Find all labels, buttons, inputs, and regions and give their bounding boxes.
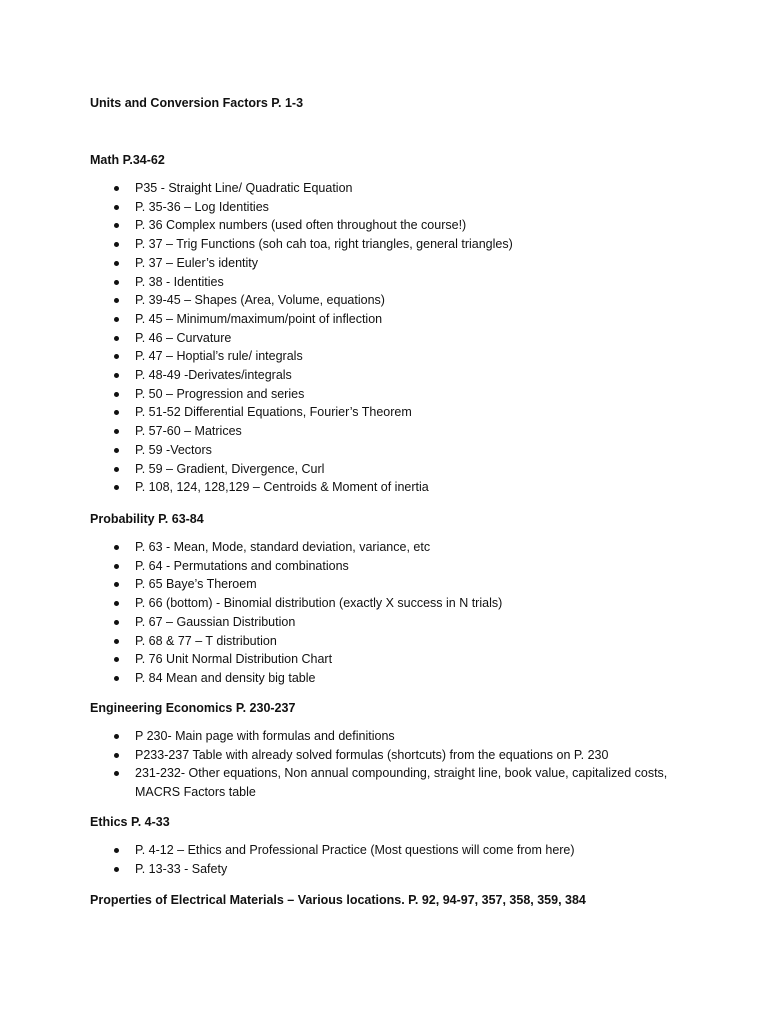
bullet-icon [114, 242, 119, 247]
bullet-icon [114, 582, 119, 587]
list-item [0, 460, 513, 479]
bullet-icon [114, 336, 119, 341]
bullet-icon [114, 601, 119, 606]
bullet-icon [114, 261, 119, 266]
list-item [0, 727, 695, 746]
bullet-icon [114, 848, 119, 853]
bullet-icon [114, 485, 119, 490]
list-item-text: P. 64 - Permutations and combinations [135, 558, 349, 573]
list-item [0, 841, 575, 860]
list-item-text: P. 66 (bottom) - Binomial distribution (exactly X success in N trials) [135, 596, 503, 611]
bullet-icon [114, 564, 119, 569]
list-item [0, 746, 695, 765]
list-item-text: P. 37 – Trig Functions (soh cah toa, right triangles, general triangles) [135, 237, 513, 252]
list-item [0, 538, 502, 557]
bullet-icon [114, 429, 119, 434]
list-item [0, 557, 502, 576]
list-item-text: P. 36 Complex numbers (used often throughout the course!) [135, 218, 467, 233]
list-item [0, 613, 502, 632]
list-item-text: P233-237 Table with already solved formulas (shortcuts) from the equations on P. 230 [135, 747, 609, 762]
list-item-text: P. 39-45 – Shapes (Area, Volume, equations) [135, 293, 385, 308]
bullet-icon [114, 753, 119, 758]
bullet-icon [114, 639, 119, 644]
list-item-text: P. 76 Unit Normal Distribution Chart [135, 652, 333, 667]
list-item-text: P. 108, 124, 128,129 – Centroids & Moment of inertia [135, 480, 429, 495]
bullet-icon [114, 448, 119, 453]
list-item [0, 860, 575, 879]
bullet-icon [114, 317, 119, 322]
list-item [0, 179, 513, 198]
list-item [0, 347, 513, 366]
list-item [0, 403, 513, 422]
bullet-icon [114, 373, 119, 378]
list-item [0, 764, 695, 801]
list-item [0, 478, 513, 497]
list-item [0, 669, 502, 688]
bullet-icon [114, 620, 119, 625]
bullet-icon [114, 186, 119, 191]
list-item [0, 329, 513, 348]
list-item-text: P. 4-12 – Ethics and Professional Practice (Most questions will come from here) [135, 843, 575, 857]
list-item-text: P. 50 – Progression and series [135, 386, 305, 401]
list-item [0, 632, 502, 651]
ethics-list [0, 841, 575, 878]
list-item-text: P. 45 – Minimum/maximum/point of inflection [135, 311, 383, 326]
list-item-text: P. 37 – Euler’s identity [135, 255, 258, 270]
probability-heading: Probability P. 63-84 [90, 512, 204, 526]
list-item-text: P. 84 Mean and density big table [135, 670, 316, 685]
bullet-icon [114, 545, 119, 550]
list-item [0, 441, 513, 460]
list-item [0, 291, 513, 310]
bullet-icon [114, 298, 119, 303]
math-list [0, 179, 513, 497]
units-heading: Units and Conversion Factors P. 1-3 [90, 96, 304, 110]
list-item [0, 198, 513, 217]
bullet-icon [114, 467, 119, 472]
list-item-text: P. 13-33 - Safety [135, 861, 228, 876]
list-item [0, 650, 502, 669]
list-item-text: P. 67 – Gaussian Distribution [135, 614, 296, 629]
bullet-icon [114, 410, 119, 415]
bullet-icon [114, 205, 119, 210]
list-item-text: P. 63 - Mean, Mode, standard deviation, variance, etc [135, 540, 431, 554]
bullet-icon [114, 223, 119, 228]
list-item-text: P. 38 - Identities [135, 274, 224, 289]
list-item-text: P. 57-60 – Matrices [135, 424, 242, 439]
list-item [0, 594, 502, 613]
list-item [0, 254, 513, 273]
list-item-text: P. 35-36 – Log Identities [135, 199, 269, 214]
list-item [0, 575, 502, 594]
list-item [0, 235, 513, 254]
bullet-icon [114, 734, 119, 739]
list-item [0, 216, 513, 235]
bullet-icon [114, 676, 119, 681]
list-item [0, 422, 513, 441]
list-item [0, 385, 513, 404]
list-item-text: P. 65 Baye’s Theroem [135, 577, 257, 592]
ethics-heading: Ethics P. 4-33 [90, 815, 170, 829]
economics-list [0, 727, 695, 802]
electrical-heading: Properties of Electrical Materials – Various locations. P. 92, 94-97, 357, 358, 359, 384 [90, 893, 586, 907]
math-heading: Math P.34-62 [90, 153, 165, 167]
list-item-text: P. 47 – Hoptial’s rule/ integrals [135, 349, 303, 364]
bullet-icon [114, 867, 119, 872]
list-item [0, 273, 513, 292]
list-item-text: P. 48-49 -Derivates/integrals [135, 368, 292, 383]
probability-list [0, 538, 502, 688]
bullet-icon [114, 771, 119, 776]
list-item-text: P 230- Main page with formulas and definitions [135, 729, 395, 743]
bullet-icon [114, 657, 119, 662]
bullet-icon [114, 392, 119, 397]
list-item [0, 310, 513, 329]
list-item-text: P. 46 – Curvature [135, 330, 232, 345]
list-item-text: 231-232- Other equations, Non annual compounding, straight line, book value, capitalized costs, MACRS Factors table [135, 766, 668, 800]
list-item-text: P. 59 – Gradient, Divergence, Curl [135, 461, 325, 476]
economics-heading: Engineering Economics P. 230-237 [90, 701, 296, 715]
bullet-icon [114, 280, 119, 285]
list-item-text: P. 68 & 77 – T distribution [135, 633, 277, 648]
list-item-text: P. 59 -Vectors [135, 442, 212, 457]
list-item-text: P. 51-52 Differential Equations, Fourier’s Theorem [135, 405, 412, 420]
list-item [0, 366, 513, 385]
list-item-text: P35 - Straight Line/ Quadratic Equation [135, 181, 353, 195]
bullet-icon [114, 354, 119, 359]
